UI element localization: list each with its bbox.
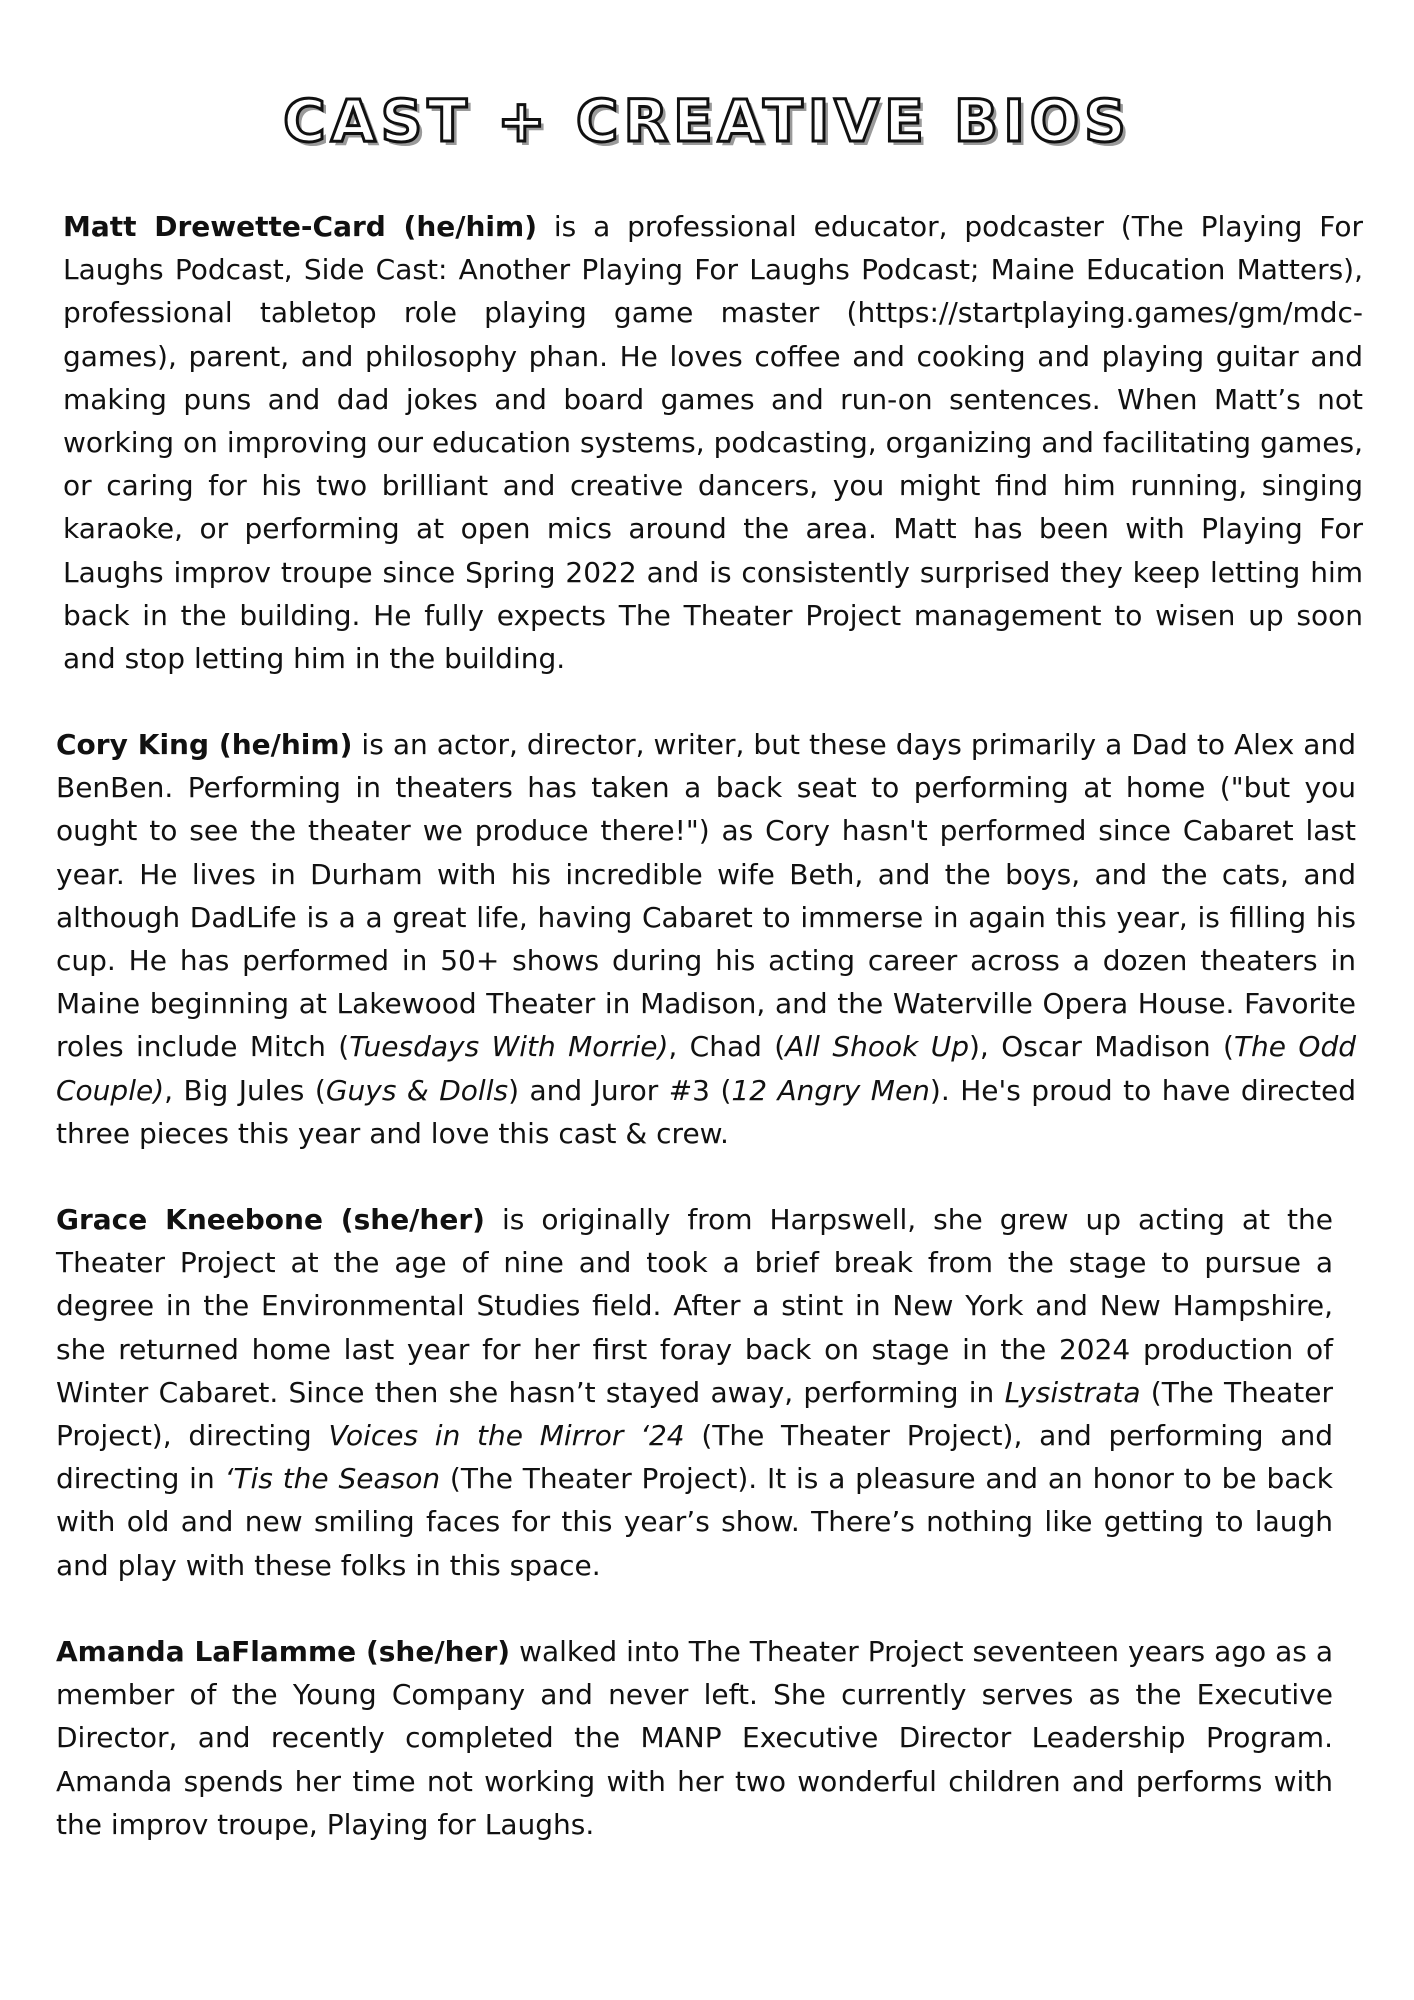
bio-text: ) and Juror #3 (	[508, 1073, 732, 1107]
bio-matt-drewette-card	[63, 205, 1363, 680]
bio-title-italic: Voices in the Mirror ‘24	[328, 1419, 685, 1453]
bio-title-italic: Lysistrata	[1004, 1375, 1141, 1409]
bio-text: is an actor, director, writer, but these days primarily a Dad to Alex and BenBen. Performing in theaters has taken a back seat to performing at home ("but you ought to see the theater we produce there!") as Cory hasn't performed since Cabaret last year. He lives in Durham with his incredible wife Beth, and the boys, and the cats, and although DadLife is a a great life, having Cabaret to immerse in again this year, is filling his cup. He has performed in 50+ shows during his acting career across a dozen theaters in Maine beginning at Lakewood Theater in Madison, and the Waterville Opera House. Favorite roles include Mitch (	[56, 728, 1356, 1064]
bio-grace-kneebone	[56, 1198, 1333, 1587]
bio-title-italic: All Shook Up	[785, 1030, 969, 1064]
bio-text: (The Theater Project), directing	[56, 1375, 1333, 1453]
bio-text: is a professional educator, podcaster (The Playing For Laughs Podcast, Side Cast: Another Playing For Laughs Podcast; Maine Education Matters), professional tabletop role playing game master (https://startplaying.games/gm/mdc-games), parent, and philosophy phan. He loves coffee and cooking and playing guitar and making puns and dad jokes and board games and run-on sentences. When Matt’s not working on improving our education systems, podcasting, organizing and facilitating games, or caring for his two brilliant and creative dancers, you might find him running, singing karaoke, or performing at open mics around the area. Matt has been with Playing For Laughs improv troupe since Spring 2022 and is consistently surprised they keep letting him back in the building. He fully expects The Theater Project management to wisen up soon and stop letting him in the building.	[63, 210, 1363, 676]
bio-title-italic: Guys & Dolls	[325, 1073, 509, 1107]
bio-text: ), Oscar Madison (	[969, 1030, 1234, 1064]
page-title: CAST + CREATIVE BIOS	[283, 87, 1131, 155]
bio-amanda-laflamme	[56, 1630, 1333, 1846]
bio-name: Grace Kneebone (she/her)	[56, 1203, 485, 1236]
bio-title-italic: 12 Angry Men	[731, 1073, 930, 1107]
bio-name: Matt Drewette-Card (he/him)	[63, 210, 537, 243]
bio-name: Cory King (he/him)	[56, 728, 353, 761]
bio-text: is originally from Harpswell, she grew up acting at the Theater Project at the age of nine and took a brief break from the stage to pursue a degree in the Environmental Studies field. After a stint in New York and New Hampshire, she returned home last year for her first foray back on stage in the 2024 production of Winter Cabaret. Since then she hasn’t stayed away, performing in	[56, 1203, 1333, 1409]
bio-cory-king	[56, 723, 1356, 1155]
bio-text: ). He's proud to have directed three pieces this year and love this cast & crew.	[56, 1073, 1356, 1150]
bio-text: (The Theater Project). It is a pleasure and an honor to be back with old and new smiling faces for this year’s show. There’s nothing like getting to laugh and play with these folks in this space.	[56, 1462, 1333, 1582]
bio-text: , Big Jules (	[164, 1073, 326, 1107]
bio-title-italic: The Odd Couple)	[56, 1030, 1357, 1107]
bio-text: , Chad (	[668, 1030, 786, 1064]
bio-name: Amanda LaFlamme (she/her)	[56, 1635, 511, 1668]
bio-title-italic: ‘Tis the Season	[224, 1462, 441, 1496]
bio-title-italic: Tuesdays With Morrie)	[349, 1030, 669, 1064]
bio-text: (The Theater Project), and performing and directing in	[56, 1419, 1333, 1496]
bio-text: walked into The Theater Project seventeen years ago as a member of the Young Company and never left. She currently serves as the Executive Director, and recently completed the MANP Executive Director Leadership Program. Amanda spends her time not working with her two wonderful children and performs with the improv troupe, Playing for Laughs.	[56, 1635, 1333, 1841]
